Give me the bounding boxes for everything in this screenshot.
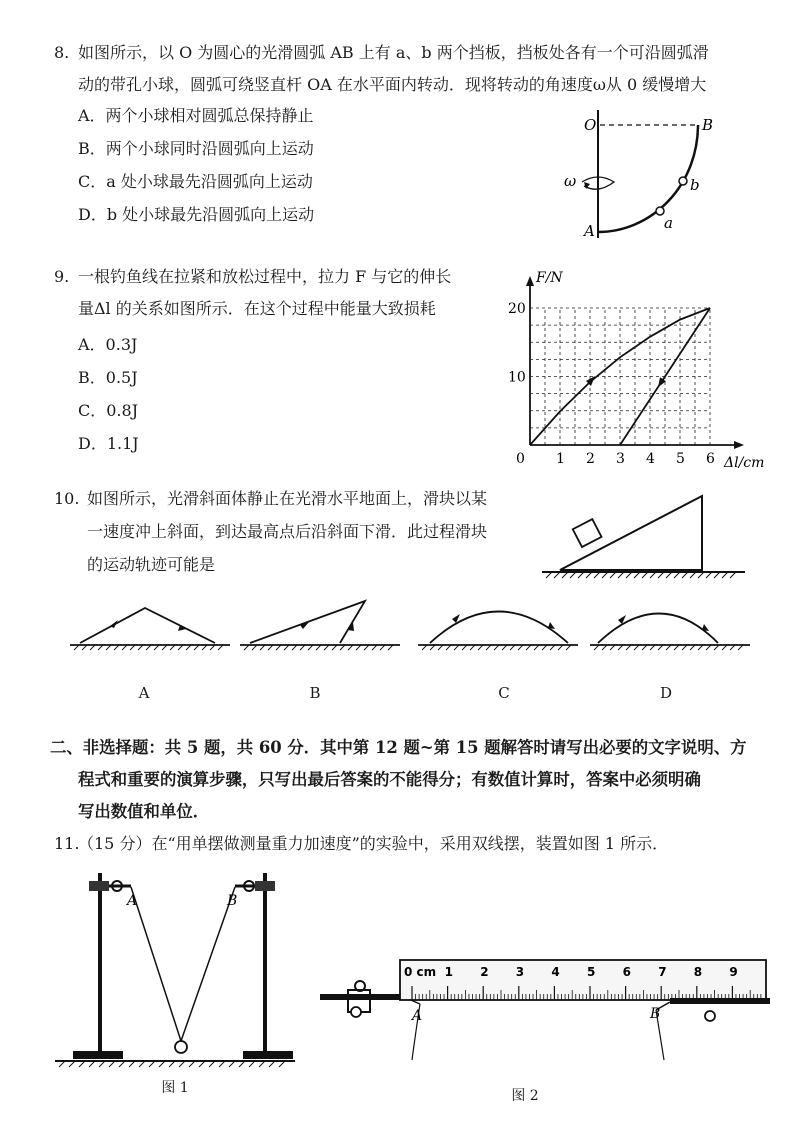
x-tick-label: 3 xyxy=(616,451,625,467)
x-tick-label: 0 xyxy=(516,451,525,467)
q10-stem-line2: 一速度冲上斜面，到达最高点后沿斜面下滑．此过程滑块 xyxy=(87,522,488,541)
q10-choice-b-label[interactable]: B xyxy=(309,684,321,702)
ball-b xyxy=(679,177,687,185)
pendulum-bob xyxy=(175,1041,187,1053)
y-tick-label: 20 xyxy=(508,301,526,317)
q9-stem-line1: 一根钓鱼线在拉紧和放松过程中，拉力 F 与它的伸长 xyxy=(78,267,452,286)
x-tick-label: 1 xyxy=(556,451,565,467)
ruler-tick-label: 1 xyxy=(444,965,453,979)
right-stand-base xyxy=(243,1051,293,1059)
left-stand-pole xyxy=(98,873,102,1053)
q10-choice-c-label[interactable]: C xyxy=(498,684,510,702)
q10-choice-a-label[interactable]: A xyxy=(138,684,150,702)
fig1-label-a: A xyxy=(127,893,138,909)
x-tick-label: 2 xyxy=(586,451,595,467)
right-stand-pole xyxy=(263,873,267,1053)
label-o: O xyxy=(584,116,597,134)
q9-option-c[interactable]: C．0.8J xyxy=(78,401,139,420)
fig2-label-a: A xyxy=(412,1008,423,1024)
q8-option-c[interactable]: C．a 处小球最先沿圆弧向上运动 xyxy=(78,172,313,191)
q10-choice-d-label[interactable]: D xyxy=(659,684,673,702)
y-axis-label: F/N xyxy=(536,270,563,286)
q10-trajectory-d[interactable] xyxy=(590,598,750,658)
ruler-tick-label: 5 xyxy=(587,965,596,979)
y-tick-label: 10 xyxy=(508,369,526,386)
label-a-end: A xyxy=(584,222,595,240)
section2-instructions-line2: 程式和重要的演算步骤，只写出最后答案的不能得分；有数值计算时，答案中必须明确 xyxy=(78,770,701,789)
ruler-tick-label: 4 xyxy=(551,965,560,979)
q8-stem-line2: 动的带孔小球，圆弧可绕竖直杆 OA 在水平面内转动．现将转动的角速度ω从 0 缓慢增大 xyxy=(78,75,707,94)
fig2-label-b: B xyxy=(650,1006,661,1022)
x-tick-label: 5 xyxy=(676,451,685,467)
q8-option-a[interactable]: A．两个小球相对圆弧总保持静止 xyxy=(78,106,314,125)
string-b xyxy=(181,887,238,1041)
q10-trajectory-c[interactable] xyxy=(418,598,578,658)
label-b-end: B xyxy=(702,116,714,134)
q11-figure2-ruler xyxy=(320,960,780,1060)
q9-option-b[interactable]: B．0.5J xyxy=(78,368,138,387)
q10-stem-line1: 如图所示，光滑斜面体静止在光滑水平地面上，滑块以某 xyxy=(87,489,488,508)
ball-a xyxy=(656,207,664,215)
q10-trajectory-b[interactable] xyxy=(240,598,400,658)
q8-option-b[interactable]: B．两个小球同时沿圆弧向上运动 xyxy=(78,139,314,158)
section2-instructions-line3: 写出数值和单位． xyxy=(78,802,210,821)
x-axis-arrow xyxy=(734,441,744,449)
y-axis-arrow xyxy=(526,276,534,286)
q10-stem-line3: 的运动轨迹可能是 xyxy=(87,555,216,574)
q9-number: 9. xyxy=(54,267,70,286)
fig1-caption: 图 1 xyxy=(161,1080,189,1096)
q9-option-d[interactable]: D．1.1J xyxy=(78,434,139,453)
x-tick-label: 4 xyxy=(646,451,655,467)
string-a xyxy=(131,887,181,1041)
q11-stem: （15 分）在“用单摆做测量重力加速度”的实验中，采用双线摆，装置如图 1 所示． xyxy=(78,834,669,853)
label-ball-b: b xyxy=(690,176,700,194)
ruler-tick-label: 9 xyxy=(729,965,738,979)
slider-block xyxy=(573,519,602,547)
fig2-caption: 图 2 xyxy=(511,1088,539,1104)
label-ball-a: a xyxy=(664,214,673,232)
q10-trajectory-a[interactable] xyxy=(70,598,230,658)
q8-stem-line1: 如图所示，以 O 为圆心的光滑圆弧 AB 上有 a、b 两个挡板，挡板处各有一个可沿圆弧滑 xyxy=(78,43,709,62)
ruler-tick-label: 6 xyxy=(622,965,631,979)
ruler-tick-label: 8 xyxy=(693,965,703,979)
q10-incline-figure xyxy=(540,490,750,590)
label-omega: ω xyxy=(564,172,577,190)
x-axis-label: Δl/cm xyxy=(724,455,765,471)
section2-instructions-line1: 二、非选择题：共 5 题，共 60 分．其中第 12 题~第 15 题解答时请写出必要的文字说明、方 xyxy=(50,738,747,757)
q11-number: 11. xyxy=(54,834,80,853)
q9-force-extension-chart xyxy=(500,265,770,475)
q8-option-d[interactable]: D．b 处小球最先沿圆弧向上运动 xyxy=(78,205,315,224)
chart-labels xyxy=(508,270,764,471)
left-stand-base xyxy=(73,1051,123,1059)
q9-stem-line2: 量Δl 的关系如图所示．在这个过程中能量大致损耗 xyxy=(78,299,436,318)
chart-grid xyxy=(530,308,710,445)
q8-arc-figure xyxy=(560,110,760,240)
fig1-label-b: B xyxy=(227,893,238,909)
ruler-tick-label: 2 xyxy=(480,965,489,979)
ruler-tick-label: 0 cm xyxy=(404,965,437,979)
q8-number: 8. xyxy=(54,43,70,62)
x-tick-label: 6 xyxy=(706,451,715,467)
ruler-tick-label: 7 xyxy=(658,965,667,979)
q11-figure1-double-pendulum xyxy=(55,865,295,1075)
q9-option-a[interactable]: A．0.3J xyxy=(78,335,138,354)
q10-number: 10. xyxy=(54,489,80,508)
ruler-tick-label: 3 xyxy=(515,965,525,979)
